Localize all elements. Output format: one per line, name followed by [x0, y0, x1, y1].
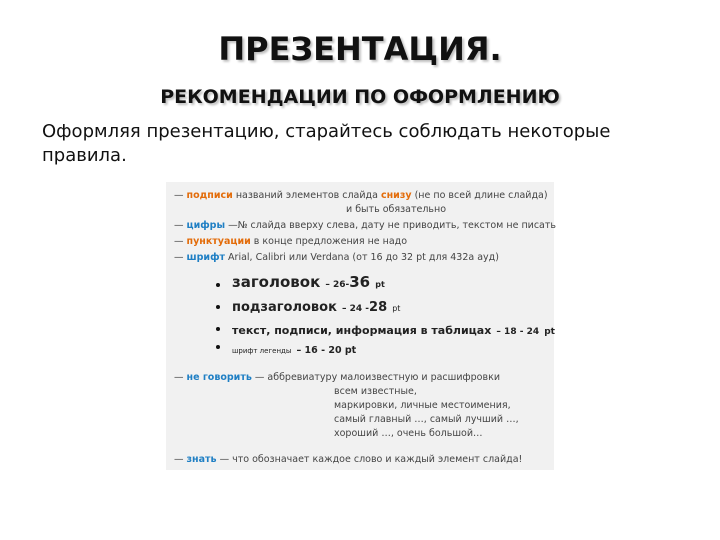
rule-know	[174, 454, 522, 465]
bullet-heading-label: заголовок	[232, 273, 321, 291]
bullet-body-text	[232, 319, 555, 338]
rule-captions-tail: (не по всей длине слайда)	[414, 190, 548, 201]
bullet-dot	[216, 345, 220, 349]
bullet-dot	[216, 283, 220, 287]
rule-dont-say-key: не говорить	[186, 372, 252, 383]
rule-font-key: шрифт	[186, 252, 226, 263]
bullet-dot	[216, 327, 220, 331]
rule-captions-text: названий элементов слайда	[235, 190, 378, 201]
rule-font	[174, 252, 499, 263]
slide-subtitle: РЕКОМЕНДАЦИИ ПО ОФОРМЛЕНИЮ	[160, 86, 560, 108]
rule-numbers-key: цифры	[186, 220, 226, 231]
rule-dont-say-line: маркировки, личные местоимения,	[334, 400, 511, 411]
bullet-legend-label: шрифт легенды	[232, 347, 292, 355]
bullet-heading-size-a: – 26-	[325, 280, 350, 290]
rule-captions-key2: снизу	[380, 190, 412, 201]
rule-numbers	[174, 220, 556, 231]
rule-dont-say-line: самый главный …, самый лучший …,	[334, 414, 519, 425]
rule-dont-say-text: — аббревиатуру малоизвестную и расшифровки	[254, 372, 500, 383]
bullet-subheading-unit: pt	[392, 304, 401, 313]
bullet-dot	[216, 305, 220, 309]
rule-punctuation-key: пунктуации	[186, 236, 251, 247]
rule-dont-say-line: всем известные,	[334, 386, 417, 397]
bullet-subheading-size-b: 28	[369, 300, 388, 315]
dash: —	[174, 454, 184, 465]
bullet-body-text-label: текст, подписи, информация в таблицах	[232, 324, 492, 337]
bullet-body-text-unit: pt	[544, 327, 555, 337]
rule-numbers-text: —№ слайда вверху слева, дату не приводить, текстом не писать	[228, 220, 557, 231]
bullet-subheading-label: подзаголовок	[232, 300, 337, 315]
bullet-heading-unit: pt	[375, 280, 385, 289]
rule-captions-cont: и быть обязательно	[346, 204, 447, 215]
recommendations-image	[166, 182, 557, 470]
rule-punctuation	[174, 236, 407, 247]
rule-punctuation-text: в конце предложения не надо	[253, 236, 408, 247]
rule-dont-say-line: хороший …, очень большой…	[334, 428, 483, 439]
rule-font-text: Arial, Calibri или Verdana (от 16 до 32 pt для 432a ауд)	[228, 252, 499, 263]
rule-captions-key: подписи	[186, 190, 233, 201]
rule-know-key: знать	[186, 454, 217, 465]
rule-know-text: — что обозначает каждое слово и каждый элемент слайда!	[219, 454, 523, 465]
bullet-body-text-size: – 18 - 24	[496, 327, 540, 337]
bullet-legend-size: – 16 - 20 pt	[296, 345, 357, 356]
bullet-heading-size-b: 36	[349, 273, 371, 291]
rule-dont-say	[174, 372, 500, 383]
bullet-heading	[232, 272, 385, 291]
dash: —	[174, 252, 184, 263]
dash: —	[174, 190, 184, 201]
intro-text: Оформляя презентацию, старайтесь соблюдать некоторые правила.	[42, 121, 611, 166]
dash: —	[174, 220, 184, 231]
dash: —	[174, 372, 184, 383]
bullet-legend	[232, 338, 356, 357]
dash: —	[174, 236, 184, 247]
rule-captions	[174, 190, 548, 201]
bullet-subheading	[232, 296, 400, 315]
bullet-subheading-size-a: – 24 -	[342, 304, 370, 314]
slide-title: ПРЕЗЕНТАЦИЯ.	[218, 30, 502, 68]
